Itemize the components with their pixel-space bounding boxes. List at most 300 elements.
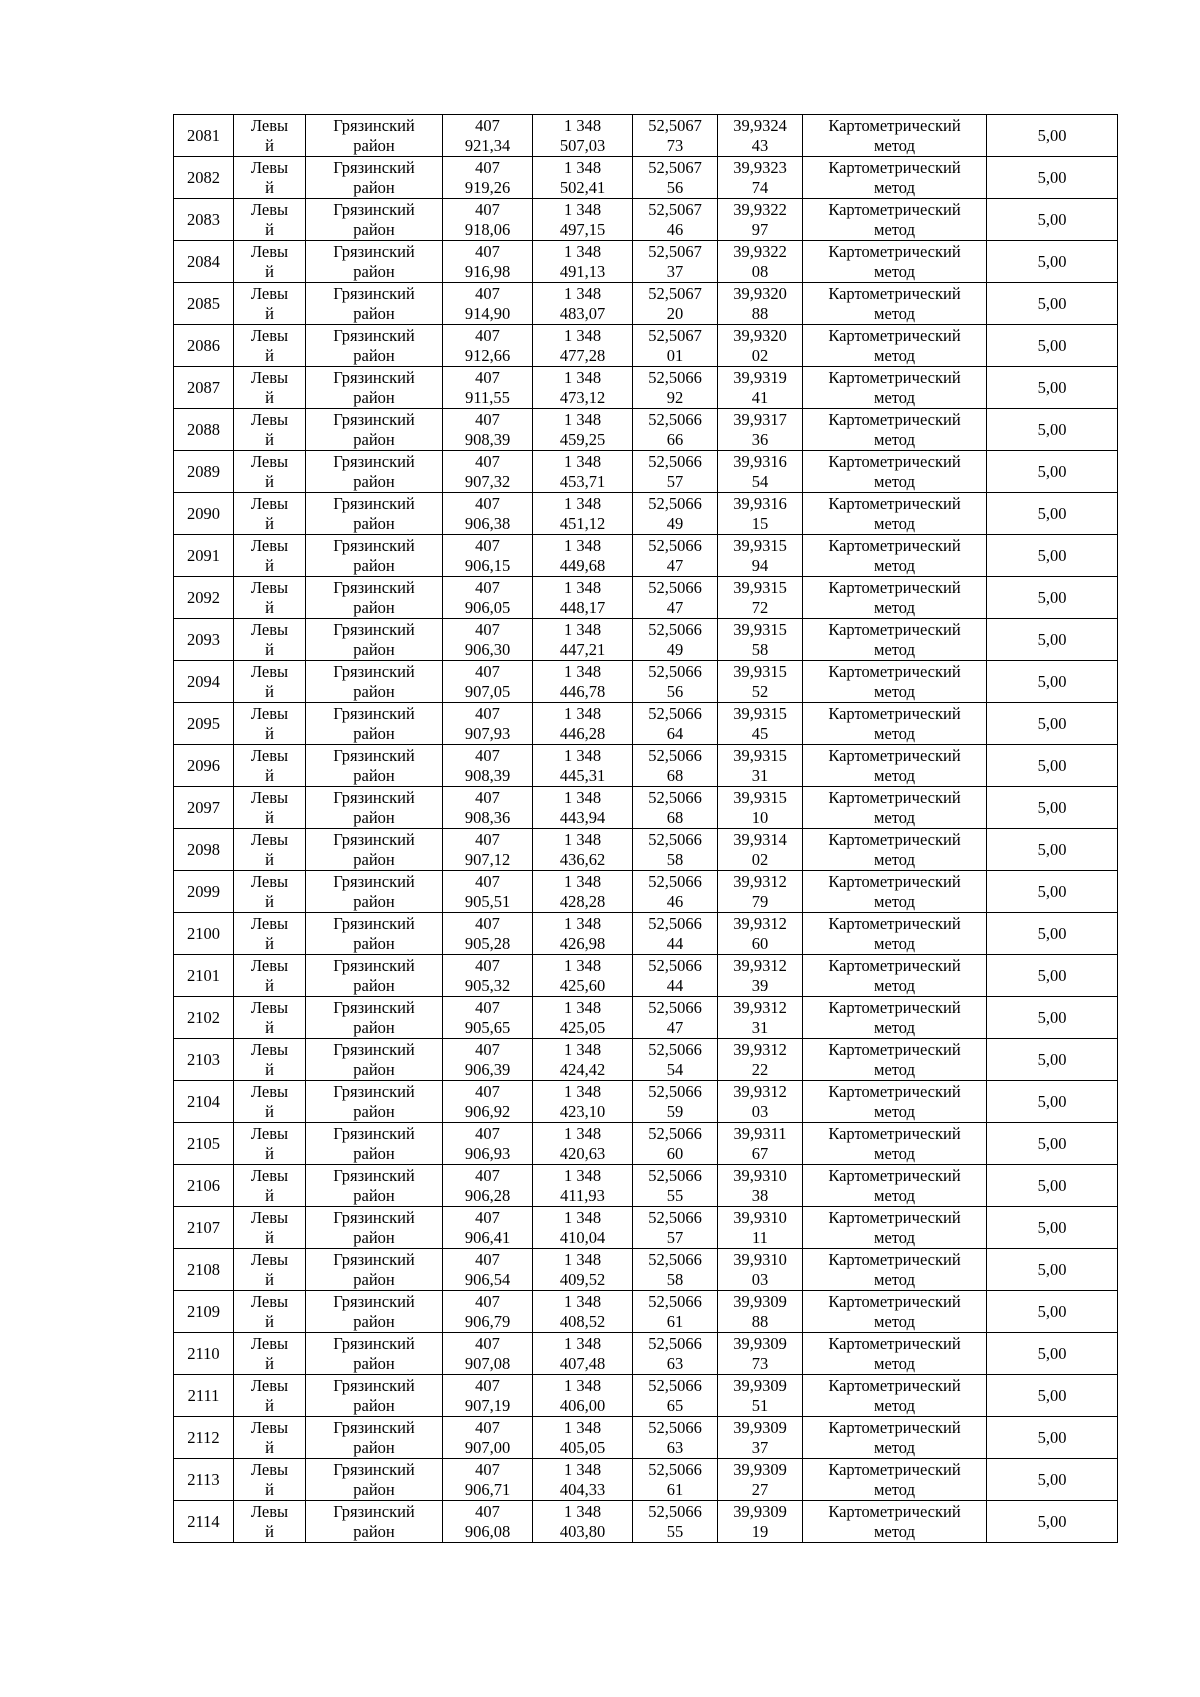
longitude-cell xyxy=(718,199,803,241)
x-coordinate-cell-line-1: 407 xyxy=(475,367,500,387)
point-number-cell: 2102 xyxy=(174,997,234,1039)
point-number-cell: 2084 xyxy=(174,241,234,283)
method-cell-line-2: метод xyxy=(874,1437,915,1457)
accuracy-cell: 5,00 xyxy=(987,157,1118,199)
district-cell-line-2: район xyxy=(353,1521,395,1541)
y-coordinate-cell-line-2: 497,15 xyxy=(559,219,606,239)
latitude-cell-line-2: 61 xyxy=(666,1479,684,1499)
latitude-cell xyxy=(633,1375,718,1417)
district-cell-line-2: район xyxy=(353,1059,395,1079)
table-row xyxy=(174,1207,1118,1249)
district-cell xyxy=(306,1165,443,1207)
latitude-cell xyxy=(633,115,718,157)
x-coordinate-cell-line-2: 908,39 xyxy=(464,429,511,449)
side-cell xyxy=(234,745,306,787)
table-row xyxy=(174,1123,1118,1165)
district-cell-line-2: район xyxy=(353,723,395,743)
method-cell xyxy=(803,619,987,661)
longitude-cell-line-2: 52 xyxy=(751,681,769,701)
table-row xyxy=(174,493,1118,535)
latitude-cell-line-1: 52,5066 xyxy=(648,913,702,933)
table-row xyxy=(174,367,1118,409)
side-cell-line-2: й xyxy=(265,177,274,197)
accuracy-cell: 5,00 xyxy=(987,1417,1118,1459)
district-cell xyxy=(306,1249,443,1291)
side-cell-line-2: й xyxy=(265,975,274,995)
side-cell xyxy=(234,787,306,829)
side-cell xyxy=(234,577,306,619)
y-coordinate-cell-line-1: 1 348 xyxy=(563,157,602,177)
y-coordinate-cell xyxy=(533,325,633,367)
side-cell-line-2: й xyxy=(265,1185,274,1205)
point-number-cell: 2112 xyxy=(174,1417,234,1459)
x-coordinate-cell-line-1: 407 xyxy=(475,157,500,177)
longitude-cell-line-1: 39,9315 xyxy=(733,661,787,681)
method-cell xyxy=(803,1417,987,1459)
method-cell-line-2: метод xyxy=(874,1311,915,1331)
method-cell-line-1: Картометрический xyxy=(828,1375,961,1395)
y-coordinate-cell-line-1: 1 348 xyxy=(563,1081,602,1101)
latitude-cell xyxy=(633,1081,718,1123)
point-number-cell: 2096 xyxy=(174,745,234,787)
y-coordinate-cell-line-1: 1 348 xyxy=(563,619,602,639)
longitude-cell xyxy=(718,1081,803,1123)
longitude-cell-line-2: 88 xyxy=(751,303,769,323)
side-cell-line-1: Левы xyxy=(250,913,289,933)
y-coordinate-cell xyxy=(533,1207,633,1249)
longitude-cell xyxy=(718,661,803,703)
district-cell-line-1: Грязинский xyxy=(333,451,415,471)
longitude-cell-line-1: 39,9315 xyxy=(733,787,787,807)
method-cell-line-1: Картометрический xyxy=(828,1123,961,1143)
point-number-cell: 2088 xyxy=(174,409,234,451)
latitude-cell xyxy=(633,871,718,913)
method-cell-line-1: Картометрический xyxy=(828,115,961,135)
method-cell xyxy=(803,997,987,1039)
longitude-cell xyxy=(718,1291,803,1333)
point-number-cell: 2086 xyxy=(174,325,234,367)
y-coordinate-cell xyxy=(533,199,633,241)
method-cell-line-1: Картометрический xyxy=(828,703,961,723)
x-coordinate-cell-line-2: 906,71 xyxy=(464,1479,511,1499)
x-coordinate-cell-line-1: 407 xyxy=(475,1165,500,1185)
method-cell xyxy=(803,493,987,535)
method-cell-line-1: Картометрический xyxy=(828,661,961,681)
side-cell xyxy=(234,157,306,199)
longitude-cell-line-2: 51 xyxy=(751,1395,769,1415)
latitude-cell xyxy=(633,913,718,955)
side-cell xyxy=(234,1123,306,1165)
point-number-cell: 2081 xyxy=(174,115,234,157)
district-cell-line-2: район xyxy=(353,1353,395,1373)
latitude-cell-line-2: 47 xyxy=(666,555,684,575)
latitude-cell-line-2: 54 xyxy=(666,1059,684,1079)
x-coordinate-cell-line-2: 905,28 xyxy=(464,933,511,953)
method-cell-line-2: метод xyxy=(874,471,915,491)
longitude-cell xyxy=(718,535,803,577)
x-coordinate-cell-line-1: 407 xyxy=(475,115,500,135)
side-cell xyxy=(234,1291,306,1333)
longitude-cell xyxy=(718,1165,803,1207)
table-row xyxy=(174,199,1118,241)
longitude-cell xyxy=(718,829,803,871)
side-cell-line-1: Левы xyxy=(250,199,289,219)
y-coordinate-cell xyxy=(533,1333,633,1375)
table-row xyxy=(174,451,1118,493)
method-cell-line-2: метод xyxy=(874,723,915,743)
x-coordinate-cell-line-1: 407 xyxy=(475,325,500,345)
side-cell-line-2: й xyxy=(265,1395,274,1415)
district-cell xyxy=(306,1417,443,1459)
y-coordinate-cell xyxy=(533,745,633,787)
x-coordinate-cell-line-1: 407 xyxy=(475,283,500,303)
table-row xyxy=(174,1375,1118,1417)
point-number-cell: 2085 xyxy=(174,283,234,325)
longitude-cell-line-1: 39,9310 xyxy=(733,1165,787,1185)
district-cell-line-2: район xyxy=(353,765,395,785)
latitude-cell xyxy=(633,1249,718,1291)
longitude-cell-line-2: 38 xyxy=(751,1185,769,1205)
side-cell xyxy=(234,1501,306,1543)
method-cell-line-2: метод xyxy=(874,429,915,449)
latitude-cell-line-1: 52,5066 xyxy=(648,1459,702,1479)
side-cell-line-2: й xyxy=(265,891,274,911)
y-coordinate-cell-line-2: 406,00 xyxy=(559,1395,606,1415)
x-coordinate-cell xyxy=(443,451,533,493)
district-cell xyxy=(306,1123,443,1165)
longitude-cell-line-1: 39,9312 xyxy=(733,1039,787,1059)
longitude-cell xyxy=(718,997,803,1039)
side-cell-line-2: й xyxy=(265,723,274,743)
x-coordinate-cell-line-1: 407 xyxy=(475,1207,500,1227)
longitude-cell xyxy=(718,1123,803,1165)
method-cell xyxy=(803,703,987,745)
y-coordinate-cell-line-1: 1 348 xyxy=(563,1459,602,1479)
y-coordinate-cell-line-2: 410,04 xyxy=(559,1227,606,1247)
side-cell-line-1: Левы xyxy=(250,1501,289,1521)
district-cell-line-1: Грязинский xyxy=(333,367,415,387)
latitude-cell xyxy=(633,1417,718,1459)
side-cell xyxy=(234,493,306,535)
accuracy-cell: 5,00 xyxy=(987,871,1118,913)
method-cell-line-1: Картометрический xyxy=(828,1417,961,1437)
district-cell xyxy=(306,1459,443,1501)
district-cell-line-2: район xyxy=(353,1227,395,1247)
y-coordinate-cell-line-2: 451,12 xyxy=(559,513,606,533)
x-coordinate-cell-line-2: 905,51 xyxy=(464,891,511,911)
side-cell xyxy=(234,241,306,283)
x-coordinate-cell-line-2: 919,26 xyxy=(464,177,511,197)
x-coordinate-cell xyxy=(443,661,533,703)
method-cell xyxy=(803,1333,987,1375)
latitude-cell-line-2: 58 xyxy=(666,1269,684,1289)
side-cell xyxy=(234,703,306,745)
x-coordinate-cell-line-2: 906,79 xyxy=(464,1311,511,1331)
y-coordinate-cell-line-2: 483,07 xyxy=(559,303,606,323)
table-row xyxy=(174,787,1118,829)
point-number-cell: 2111 xyxy=(174,1375,234,1417)
side-cell-line-2: й xyxy=(265,387,274,407)
latitude-cell-line-2: 44 xyxy=(666,975,684,995)
side-cell-line-1: Левы xyxy=(250,1165,289,1185)
longitude-cell xyxy=(718,409,803,451)
district-cell-line-2: район xyxy=(353,345,395,365)
longitude-cell-line-1: 39,9315 xyxy=(733,619,787,639)
method-cell-line-1: Картометрический xyxy=(828,1291,961,1311)
latitude-cell-line-1: 52,5066 xyxy=(648,829,702,849)
district-cell-line-2: район xyxy=(353,639,395,659)
table-row xyxy=(174,1039,1118,1081)
longitude-cell xyxy=(718,955,803,997)
accuracy-cell: 5,00 xyxy=(987,115,1118,157)
x-coordinate-cell-line-1: 407 xyxy=(475,1081,500,1101)
x-coordinate-cell xyxy=(443,1207,533,1249)
longitude-cell xyxy=(718,493,803,535)
side-cell-line-1: Левы xyxy=(250,997,289,1017)
longitude-cell-line-2: 03 xyxy=(751,1101,769,1121)
longitude-cell xyxy=(718,1375,803,1417)
district-cell-line-1: Грязинский xyxy=(333,1039,415,1059)
y-coordinate-cell xyxy=(533,787,633,829)
side-cell-line-1: Левы xyxy=(250,577,289,597)
district-cell-line-1: Грязинский xyxy=(333,1459,415,1479)
side-cell-line-1: Левы xyxy=(250,661,289,681)
x-coordinate-cell-line-1: 407 xyxy=(475,619,500,639)
longitude-cell-line-2: 94 xyxy=(751,555,769,575)
method-cell-line-2: метод xyxy=(874,1269,915,1289)
method-cell-line-1: Картометрический xyxy=(828,1333,961,1353)
accuracy-cell: 5,00 xyxy=(987,1249,1118,1291)
accuracy-cell: 5,00 xyxy=(987,661,1118,703)
side-cell-line-1: Левы xyxy=(250,829,289,849)
method-cell-line-1: Картометрический xyxy=(828,871,961,891)
latitude-cell-line-1: 52,5066 xyxy=(648,577,702,597)
district-cell-line-2: район xyxy=(353,1101,395,1121)
y-coordinate-cell-line-2: 447,21 xyxy=(559,639,606,659)
longitude-cell-line-2: 27 xyxy=(751,1479,769,1499)
latitude-cell xyxy=(633,241,718,283)
district-cell xyxy=(306,955,443,997)
side-cell-line-2: й xyxy=(265,849,274,869)
method-cell-line-1: Картометрический xyxy=(828,283,961,303)
latitude-cell-line-1: 52,5066 xyxy=(648,1501,702,1521)
longitude-cell-line-2: 41 xyxy=(751,387,769,407)
latitude-cell-line-1: 52,5066 xyxy=(648,1165,702,1185)
side-cell xyxy=(234,997,306,1039)
latitude-cell xyxy=(633,199,718,241)
table-row xyxy=(174,1081,1118,1123)
latitude-cell-line-1: 52,5066 xyxy=(648,1123,702,1143)
y-coordinate-cell-line-1: 1 348 xyxy=(563,1207,602,1227)
point-number-cell: 2097 xyxy=(174,787,234,829)
latitude-cell-line-2: 46 xyxy=(666,219,684,239)
y-coordinate-cell-line-2: 403,80 xyxy=(559,1521,606,1541)
point-number-cell: 2100 xyxy=(174,913,234,955)
side-cell xyxy=(234,1459,306,1501)
method-cell-line-2: метод xyxy=(874,1521,915,1541)
side-cell-line-1: Левы xyxy=(250,1207,289,1227)
side-cell xyxy=(234,955,306,997)
y-coordinate-cell xyxy=(533,577,633,619)
district-cell xyxy=(306,241,443,283)
y-coordinate-cell xyxy=(533,283,633,325)
district-cell-line-2: район xyxy=(353,1311,395,1331)
side-cell-line-1: Левы xyxy=(250,493,289,513)
method-cell-line-1: Картометрический xyxy=(828,241,961,261)
longitude-cell-line-2: 15 xyxy=(751,513,769,533)
method-cell xyxy=(803,1291,987,1333)
district-cell xyxy=(306,913,443,955)
accuracy-cell: 5,00 xyxy=(987,241,1118,283)
method-cell-line-2: метод xyxy=(874,1059,915,1079)
district-cell-line-2: район xyxy=(353,1269,395,1289)
longitude-cell xyxy=(718,787,803,829)
x-coordinate-cell-line-1: 407 xyxy=(475,703,500,723)
longitude-cell-line-1: 39,9320 xyxy=(733,325,787,345)
x-coordinate-cell xyxy=(443,241,533,283)
longitude-cell-line-2: 36 xyxy=(751,429,769,449)
table-row xyxy=(174,1165,1118,1207)
side-cell-line-2: й xyxy=(265,807,274,827)
y-coordinate-cell-line-2: 477,28 xyxy=(559,345,606,365)
x-coordinate-cell-line-2: 906,30 xyxy=(464,639,511,659)
side-cell-line-1: Левы xyxy=(250,115,289,135)
method-cell-line-2: метод xyxy=(874,849,915,869)
longitude-cell xyxy=(718,871,803,913)
x-coordinate-cell xyxy=(443,157,533,199)
x-coordinate-cell-line-2: 905,32 xyxy=(464,975,511,995)
y-coordinate-cell xyxy=(533,829,633,871)
district-cell xyxy=(306,157,443,199)
method-cell xyxy=(803,157,987,199)
latitude-cell-line-2: 55 xyxy=(666,1521,684,1541)
side-cell-line-2: й xyxy=(265,1269,274,1289)
district-cell xyxy=(306,1039,443,1081)
method-cell-line-2: метод xyxy=(874,345,915,365)
accuracy-cell: 5,00 xyxy=(987,577,1118,619)
side-cell-line-1: Левы xyxy=(250,1417,289,1437)
x-coordinate-cell-line-1: 407 xyxy=(475,1291,500,1311)
point-number-cell: 2098 xyxy=(174,829,234,871)
method-cell-line-2: метод xyxy=(874,1395,915,1415)
district-cell xyxy=(306,1501,443,1543)
district-cell-line-1: Грязинский xyxy=(333,661,415,681)
table-row xyxy=(174,241,1118,283)
y-coordinate-cell-line-1: 1 348 xyxy=(563,1123,602,1143)
latitude-cell xyxy=(633,1501,718,1543)
longitude-cell-line-1: 39,9309 xyxy=(733,1501,787,1521)
x-coordinate-cell-line-2: 908,39 xyxy=(464,765,511,785)
table-row xyxy=(174,1249,1118,1291)
side-cell xyxy=(234,199,306,241)
longitude-cell-line-1: 39,9309 xyxy=(733,1417,787,1437)
side-cell-line-1: Левы xyxy=(250,451,289,471)
y-coordinate-cell-line-1: 1 348 xyxy=(563,1375,602,1395)
x-coordinate-cell xyxy=(443,1459,533,1501)
table-row xyxy=(174,913,1118,955)
x-coordinate-cell-line-1: 407 xyxy=(475,1039,500,1059)
accuracy-cell: 5,00 xyxy=(987,1081,1118,1123)
district-cell xyxy=(306,703,443,745)
accuracy-cell: 5,00 xyxy=(987,283,1118,325)
method-cell xyxy=(803,913,987,955)
district-cell xyxy=(306,1333,443,1375)
method-cell-line-1: Картометрический xyxy=(828,829,961,849)
method-cell xyxy=(803,829,987,871)
point-number-cell: 2110 xyxy=(174,1333,234,1375)
x-coordinate-cell-line-1: 407 xyxy=(475,1123,500,1143)
side-cell-line-2: й xyxy=(265,1437,274,1457)
x-coordinate-cell xyxy=(443,367,533,409)
longitude-cell xyxy=(718,283,803,325)
y-coordinate-cell xyxy=(533,241,633,283)
latitude-cell xyxy=(633,283,718,325)
table-row xyxy=(174,703,1118,745)
latitude-cell-line-2: 56 xyxy=(666,177,684,197)
longitude-cell-line-1: 39,9315 xyxy=(733,577,787,597)
longitude-cell-line-1: 39,9317 xyxy=(733,409,787,429)
longitude-cell xyxy=(718,1249,803,1291)
latitude-cell-line-2: 73 xyxy=(666,135,684,155)
side-cell-line-1: Левы xyxy=(250,157,289,177)
longitude-cell-line-1: 39,9310 xyxy=(733,1207,787,1227)
side-cell-line-1: Левы xyxy=(250,1291,289,1311)
y-coordinate-cell xyxy=(533,1249,633,1291)
longitude-cell-line-1: 39,9323 xyxy=(733,157,787,177)
side-cell xyxy=(234,1207,306,1249)
y-coordinate-cell-line-1: 1 348 xyxy=(563,787,602,807)
district-cell-line-1: Грязинский xyxy=(333,1417,415,1437)
district-cell-line-2: район xyxy=(353,1017,395,1037)
x-coordinate-cell-line-1: 407 xyxy=(475,1375,500,1395)
y-coordinate-cell-line-2: 446,28 xyxy=(559,723,606,743)
district-cell xyxy=(306,451,443,493)
latitude-cell-line-1: 52,5066 xyxy=(648,1375,702,1395)
side-cell-line-2: й xyxy=(265,681,274,701)
latitude-cell-line-2: 59 xyxy=(666,1101,684,1121)
y-coordinate-cell-line-2: 423,10 xyxy=(559,1101,606,1121)
y-coordinate-cell xyxy=(533,157,633,199)
method-cell-line-2: метод xyxy=(874,1185,915,1205)
accuracy-cell: 5,00 xyxy=(987,409,1118,451)
longitude-cell-line-2: 45 xyxy=(751,723,769,743)
method-cell-line-2: метод xyxy=(874,261,915,281)
x-coordinate-cell-line-2: 906,93 xyxy=(464,1143,511,1163)
longitude-cell xyxy=(718,1039,803,1081)
longitude-cell-line-1: 39,9309 xyxy=(733,1291,787,1311)
y-coordinate-cell-line-2: 443,94 xyxy=(559,807,606,827)
x-coordinate-cell xyxy=(443,871,533,913)
latitude-cell xyxy=(633,1333,718,1375)
method-cell xyxy=(803,1459,987,1501)
x-coordinate-cell-line-2: 906,08 xyxy=(464,1521,511,1541)
accuracy-cell: 5,00 xyxy=(987,1123,1118,1165)
latitude-cell-line-1: 52,5066 xyxy=(648,1039,702,1059)
x-coordinate-cell-line-1: 407 xyxy=(475,787,500,807)
latitude-cell-line-2: 47 xyxy=(666,1017,684,1037)
district-cell-line-1: Грязинский xyxy=(333,955,415,975)
method-cell-line-1: Картометрический xyxy=(828,199,961,219)
side-cell-line-1: Левы xyxy=(250,745,289,765)
district-cell-line-1: Грязинский xyxy=(333,493,415,513)
x-coordinate-cell-line-2: 907,32 xyxy=(464,471,511,491)
x-coordinate-cell xyxy=(443,1123,533,1165)
latitude-cell xyxy=(633,367,718,409)
x-coordinate-cell xyxy=(443,619,533,661)
longitude-cell xyxy=(718,367,803,409)
side-cell xyxy=(234,913,306,955)
latitude-cell-line-1: 52,5066 xyxy=(648,661,702,681)
